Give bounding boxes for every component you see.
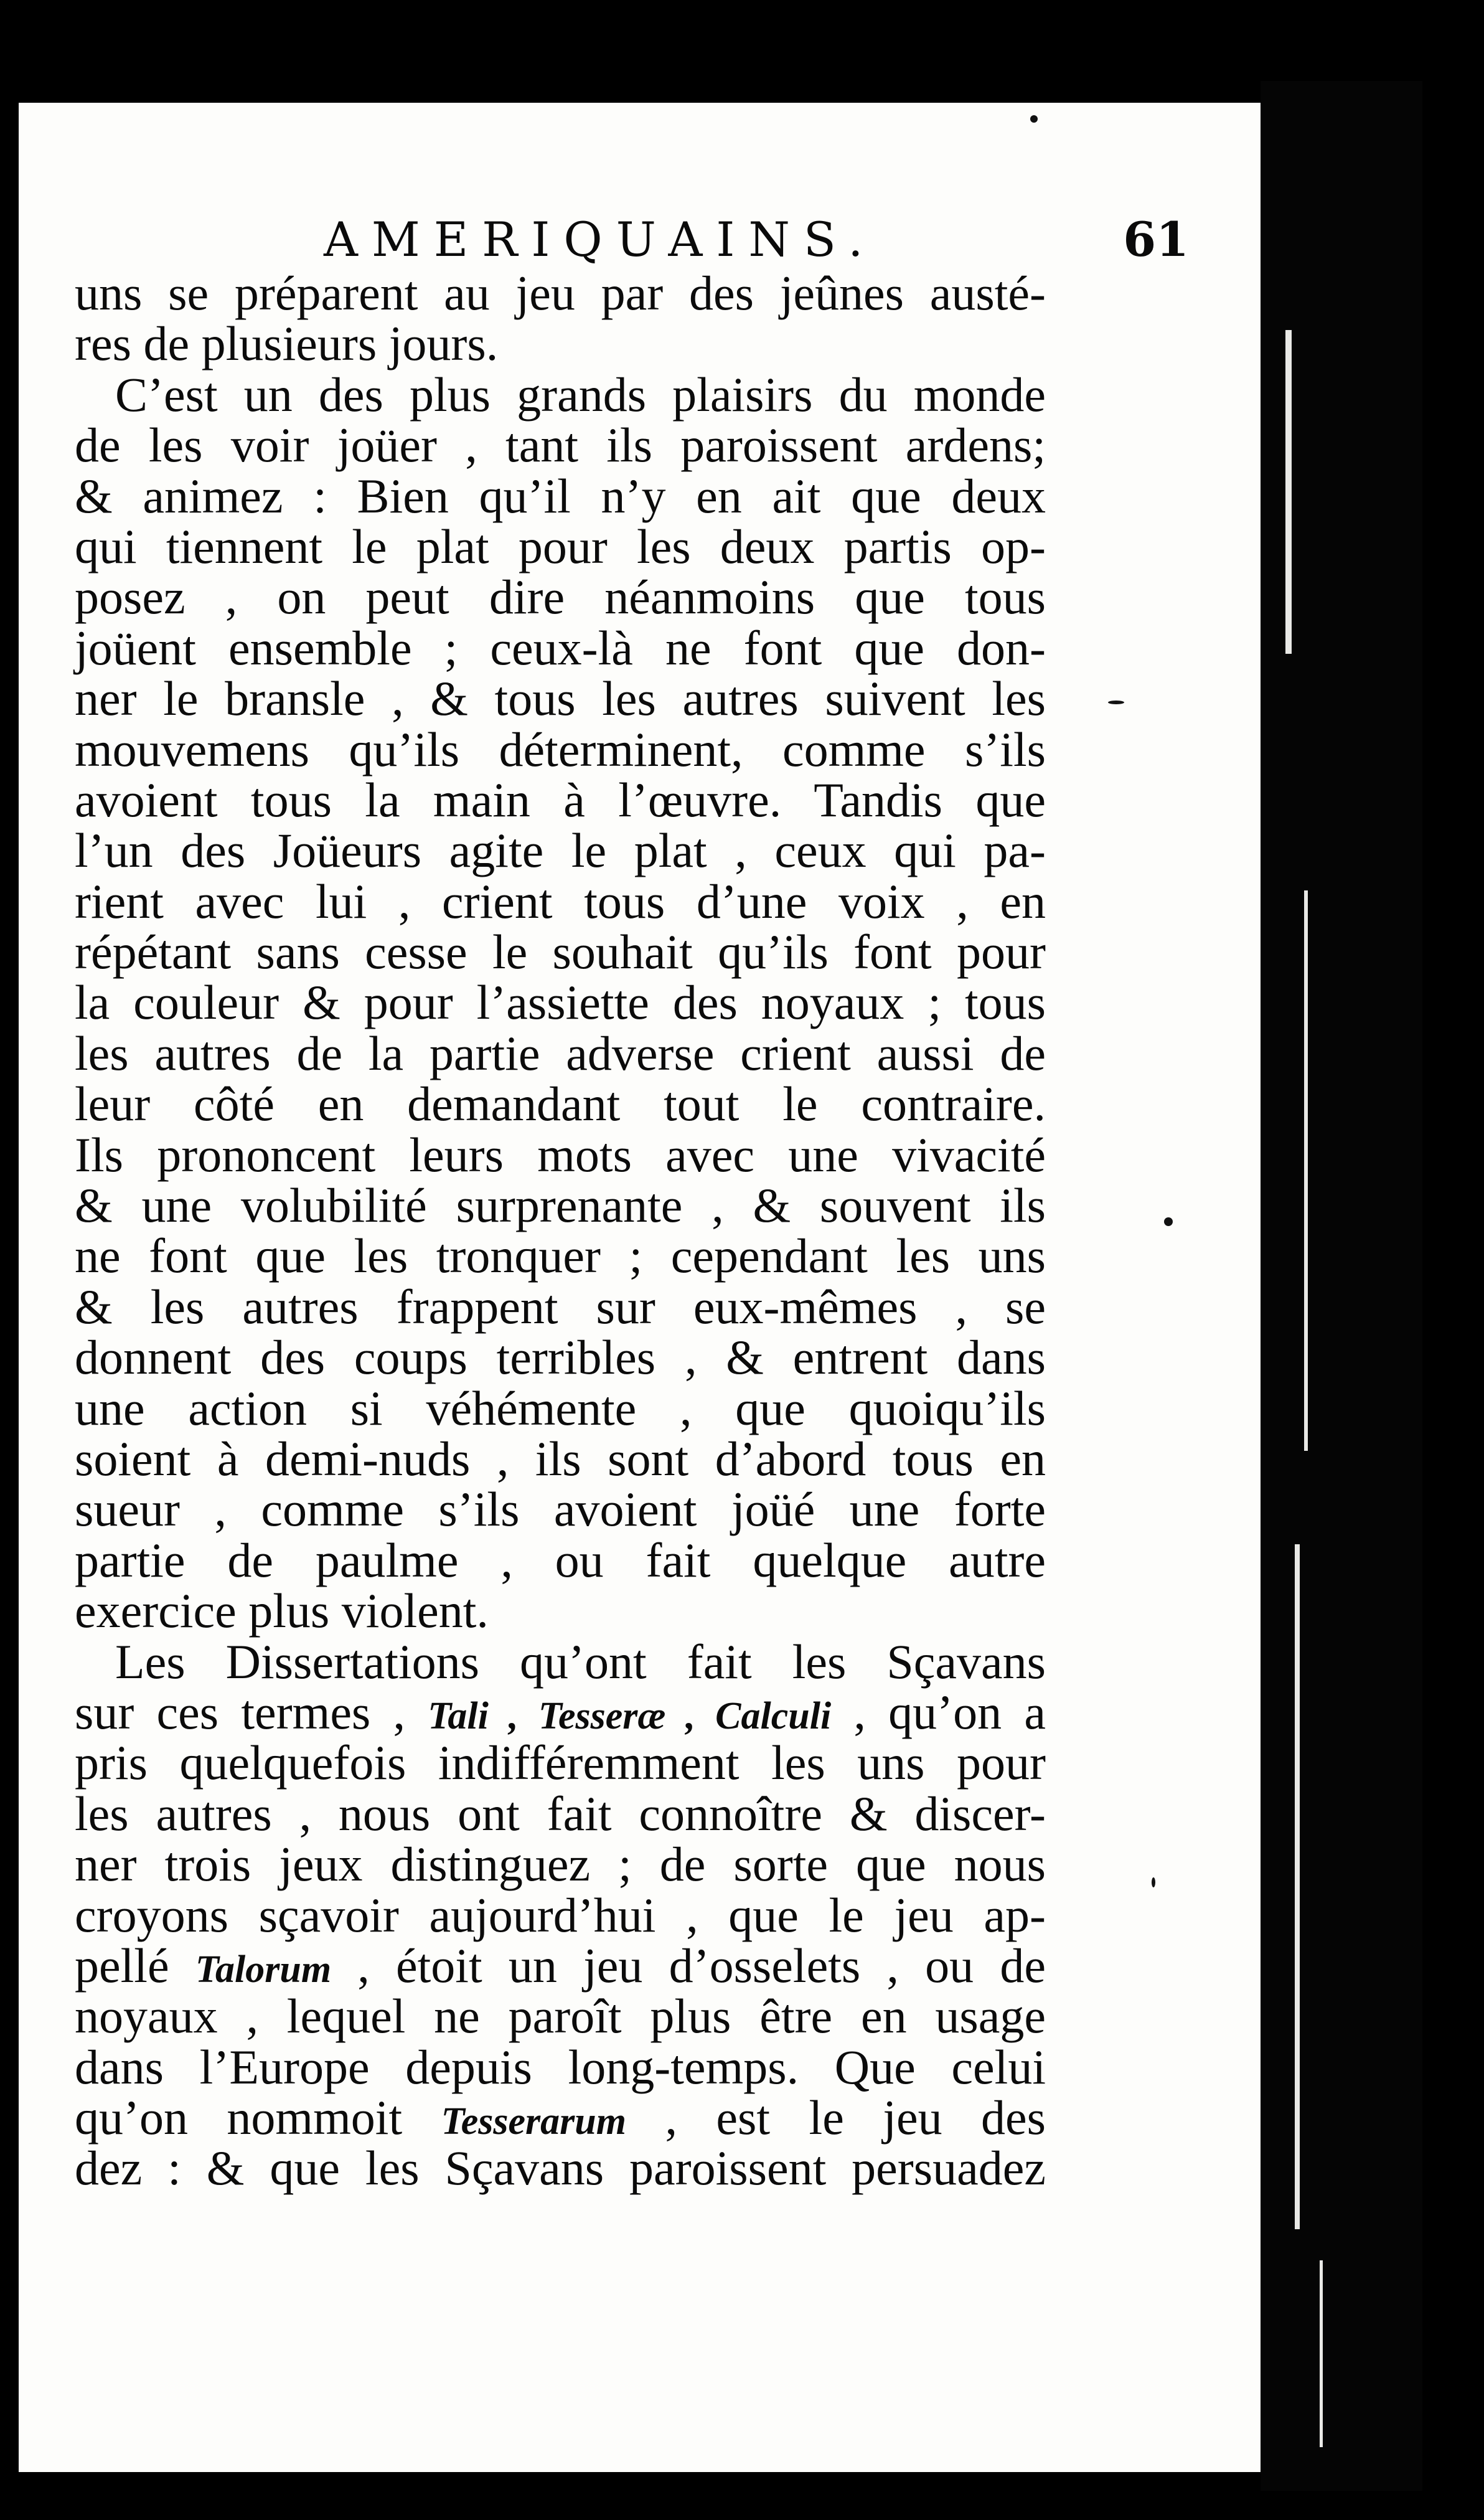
text-line: les autres de la partie adverse crient aussi de xyxy=(75,1026,1046,1080)
text-line: de les voir joüer , tant ils paroissent ardens; xyxy=(75,418,1046,473)
text-line: partie de paulme , ou fait quelque autre xyxy=(75,1532,1046,1587)
text-line: soient à demi-nuds , ils sont d’abord tous en xyxy=(75,1431,1046,1486)
text-line: ner le bransle , & tous les autres suivent les xyxy=(75,671,1046,726)
running-title: AMERIQUAINS. xyxy=(324,212,877,267)
text-fragment: , qu’on a xyxy=(831,1684,1046,1739)
text-line: uns se préparent au jeu par des jeûnes austé- xyxy=(75,266,1046,320)
edge-streak xyxy=(1285,330,1292,654)
book-fore-edge xyxy=(1261,81,1422,2491)
text-line: leur côté en demandant tout le contraire. xyxy=(75,1077,1046,1131)
running-head xyxy=(286,212,1208,268)
text-line-with-latin xyxy=(75,1684,1046,1739)
text-line: & les autres frappent sur eux-mêmes , se xyxy=(75,1279,1046,1334)
ink-speck xyxy=(1030,115,1038,123)
text-line: croyons sçavoir aujourd’hui , que le jeu ap- xyxy=(75,1887,1046,1942)
latin-term: Talorum xyxy=(195,1948,332,1991)
text-line: les autres , nous ont fait connoître & discer- xyxy=(75,1786,1046,1841)
text-line: mouvemens qu’ils déterminent, comme s’ils xyxy=(75,722,1046,776)
edge-streak xyxy=(1304,890,1308,1451)
text-line: Ils prononcent leurs mots avec une vivacité xyxy=(75,1127,1046,1182)
text-line-with-latin xyxy=(75,1940,1046,1991)
text-line: & animez : Bien qu’il n’y en ait que deux xyxy=(75,468,1046,523)
text-line: exercice plus violent. xyxy=(75,1583,489,1638)
page-number: 61 xyxy=(1123,212,1189,267)
text-line: res de plusieurs jours. xyxy=(75,316,499,371)
text-line: C’est un des plus grands plaisirs du monde xyxy=(115,367,1046,422)
ink-speck xyxy=(1164,1217,1173,1226)
text-line: posez , on peut dire néanmoins que tous xyxy=(75,570,1046,625)
text-line: donnent des coups terribles , & entrent dans xyxy=(75,1330,1046,1385)
text-line: sueur , comme s’ils avoient joüé une forte xyxy=(75,1482,1046,1537)
latin-terms: Tali , Tesseræ , Calculi xyxy=(428,1694,832,1737)
latin-term: Tesserarum xyxy=(441,2100,627,2143)
text-line: rient avec lui , crient tous d’une voix , en xyxy=(75,874,1046,928)
text-line: pris quelquefois indifféremment les uns pour xyxy=(75,1735,1046,1790)
ink-speck xyxy=(1152,1877,1155,1887)
text-line: la couleur & pour l’assiette des noyaux ; tous xyxy=(75,975,1046,1030)
text-line: une action si véhémente , que quoiqu’ils xyxy=(75,1380,1046,1435)
text-fragment: , est le jeu des xyxy=(626,2090,1046,2145)
text-line: dez : & que les Sçavans paroissent persuadez xyxy=(75,2141,1046,2196)
text-line: ner trois jeux distinguez ; de sorte que nous xyxy=(75,1837,1046,1892)
text-line: dans l’Europe depuis long-temps. Que celui xyxy=(75,2039,1046,2094)
text-line: l’un des Joüeurs agite le plat , ceux qui pa- xyxy=(75,823,1046,878)
text-fragment: sur ces termes , xyxy=(75,1684,428,1739)
body-text xyxy=(75,268,1046,2194)
text-fragment: qu’on nommoit xyxy=(75,2090,441,2145)
text-line: & une volubilité surprenante , & souvent ils xyxy=(75,1178,1046,1233)
text-line: Les Dissertations qu’ont fait les Sçavans xyxy=(115,1634,1046,1689)
text-fragment: pellé xyxy=(75,1938,195,1993)
text-line: avoient tous la main à l’œuvre. Tandis que xyxy=(75,772,1046,827)
text-line: ne font que les tronquer ; cependant les uns xyxy=(75,1229,1046,1283)
text-line: joüent ensemble ; ceux-là ne font que don- xyxy=(75,620,1046,675)
ink-speck xyxy=(1108,701,1124,704)
text-line: qui tiennent le plat pour les deux partis op- xyxy=(75,519,1046,573)
text-line-with-latin xyxy=(75,2092,1046,2143)
text-line: répétant sans cesse le souhait qu’ils font pour xyxy=(75,925,1046,979)
text-line: noyaux , lequel ne paroît plus être en usage xyxy=(75,1989,1046,2044)
edge-streak xyxy=(1320,2260,1323,2447)
edge-streak xyxy=(1295,1544,1300,2229)
text-fragment: , étoit un jeu d’osselets , ou de xyxy=(331,1938,1046,1993)
